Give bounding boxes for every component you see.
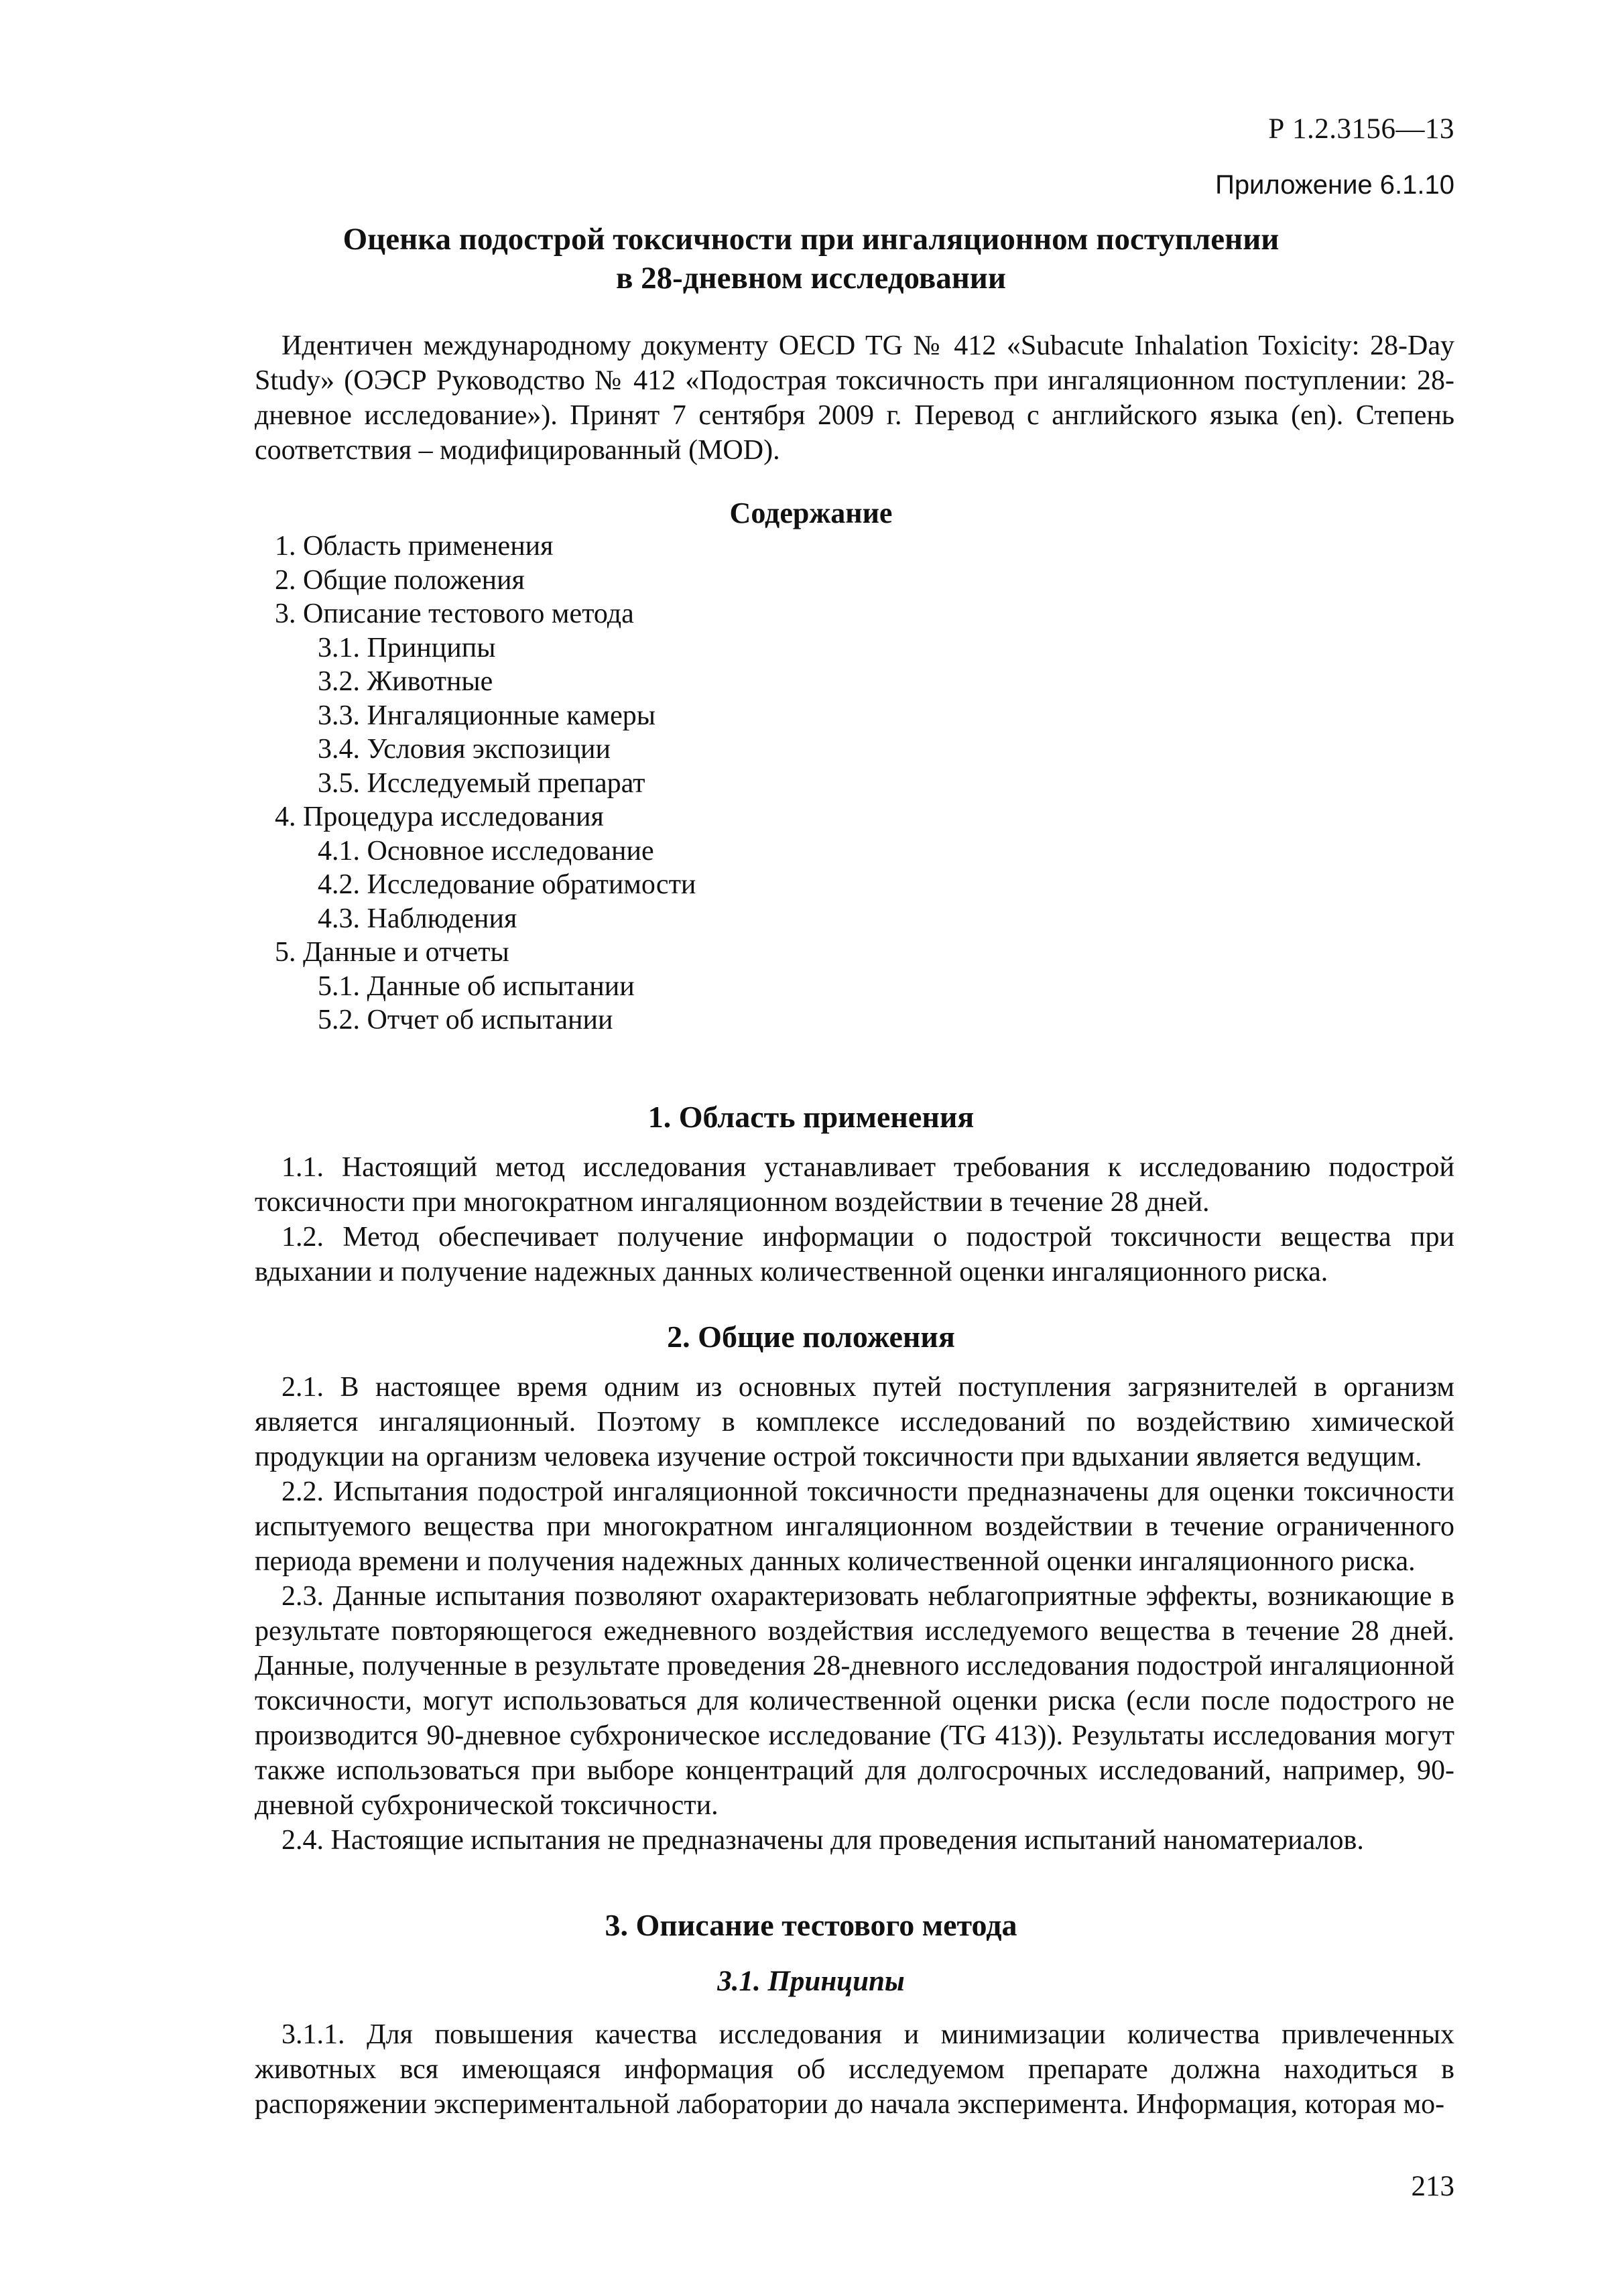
toc-subitem: 4.2. Исследование обратимости: [318, 869, 696, 900]
toc-subitem: 3.5. Исследуемый препарат: [318, 767, 645, 799]
appendix-label: Приложение 6.1.10: [1215, 170, 1454, 200]
toc-item: 3. Описание тестового метода: [275, 598, 634, 629]
toc-subitem: 5.1. Данные об испытании: [318, 970, 635, 1002]
toc-item: 4. Процедура исследования: [275, 802, 604, 832]
section-2-paragraph-3: 2.3. Данные испытания позволяют охарактеризовать неблагоприятные эффекты, возникающие в результате повторяющегося ежедневного воздействия исследуемого вещества в течение 28 дней. Данные, полученные в результате проведения 28-дневного исследования подострой ингаляционной токсичности, могут использоваться для количественной оценки риска (если после подострого не производится 90-дневное субхроническое исследование (TG 413)). Результаты исследования могут также использоваться при выборе концентраций для долгосрочных исследований, например, 90-дневной субхронической токсичности.: [255, 1581, 1454, 1821]
section-2-paragraph-2: 2.2. Испытания подострой ингаляционной токсичности предназначены для оценки токсичности испытуемого вещества при многократном ингаляционном воздействии в течение ограниченного периода времени и получения надежных данных количественной оценки ингаляционного риска.: [255, 1476, 1454, 1577]
toc-subitem: 3.2. Животные: [318, 666, 493, 697]
document-title-line-1: Оценка подострой токсичности при ингаляционном поступлении: [342, 222, 1280, 257]
intro-block: [255, 328, 1454, 468]
document-code: Р 1.2.3156—13: [1268, 113, 1454, 145]
toc-title: Содержание: [729, 497, 893, 529]
toc-subitem: 4.3. Наблюдения: [318, 903, 517, 934]
section-2-paragraph-4: 2.4. Настоящие испытания не предназначены для проведения испытаний наноматериалов.: [282, 1825, 1364, 1856]
section-2-body: [255, 1370, 1454, 1858]
subsection-3-1-title: 3.1. Принципы: [717, 1966, 905, 1997]
section-3-title: 3. Описание тестового метода: [605, 1908, 1017, 1942]
document-title: [235, 220, 1387, 298]
section-1-paragraph-2: 1.2. Метод обеспечивает получение информации о подострой токсичности вещества при вдыхании и получение надежных данных количественной оценки ингаляционного риска.: [255, 1222, 1454, 1287]
toc-subitem: 5.2. Отчет об испытании: [318, 1005, 613, 1035]
toc-item: 5. Данные и отчеты: [275, 937, 509, 968]
toc-subitem: 3.1. Принципы: [318, 632, 496, 663]
page-number: 213: [1411, 2171, 1454, 2202]
table-of-contents: [275, 529, 696, 1037]
section-2-title: 2. Общие положения: [667, 1320, 955, 1354]
toc-subitem: 4.1. Основное исследование: [318, 835, 654, 867]
section-1-paragraph-1: 1.1. Настоящий метод исследования устанавливает требования к исследованию подострой токсичности при многократном ингаляционном воздействии в течение 28 дней.: [255, 1152, 1454, 1218]
section-3-paragraph-1: 3.1.1. Для повышения качества исследования и минимизации количества привлеченных животных вся имеющаяся информация об исследуемом препарате должна находиться в распоряжении экспериментальной лаборатории до начала эксперимента. Информация, которая мо-: [255, 2019, 1454, 2120]
section-2-paragraph-1: 2.1. В настоящее время одним из основных путей поступления загрязнителей в организм является ингаляционный. Поэтому в комплексе исследований по воздействию химической продукции на организм человека изучение острой токсичности при вдыхании является ведущим.: [255, 1372, 1454, 1472]
section-3-body: [255, 2017, 1454, 2122]
section-1-body: [255, 1150, 1454, 1289]
toc-subitem: 3.4. Условия экспозиции: [318, 734, 611, 765]
toc-subitem: 3.3. Ингаляционные камеры: [318, 700, 656, 731]
document-title-line-2: в 28-дневном исследовании: [616, 261, 1006, 296]
toc-item: 2. Общие положения: [275, 564, 525, 596]
toc-item: 1. Область применения: [275, 531, 554, 562]
section-1-title: 1. Область применения: [647, 1100, 975, 1134]
intro-paragraph: Идентичен международному документу OECD TG № 412 «Subacute Inhalation Toxicity: 28-Day Study» (ОЭСР Руководство № 412 «Подострая токсичность при ингаляционном поступлении: 28-дневное исследование»). Принят 7 сентября 2009 г. Перевод с английского языка (en). Степень соответствия – модифицированный (MOD).: [255, 330, 1454, 466]
